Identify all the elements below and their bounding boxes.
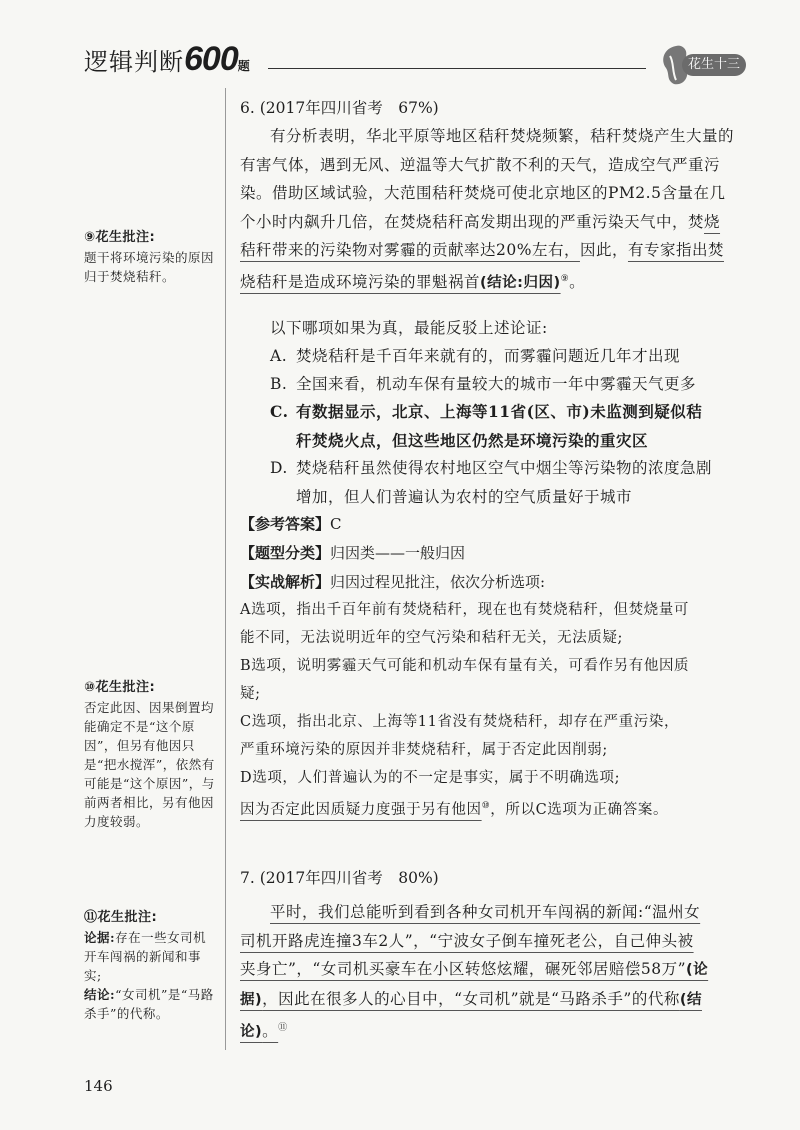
- question-7-stem: [240, 898, 740, 1047]
- series-badge-label: 花生十三: [682, 54, 746, 76]
- analysis-line: 严重环境污染的原因并非焚烧秸秆，属于否定此因削弱;: [240, 742, 608, 758]
- question-number: 6.: [240, 99, 255, 117]
- note-line: [84, 928, 218, 985]
- stem-underlined-evidence: 烧秸秆带来的污染物对雾霾的贡献率达20%左右，: [240, 212, 721, 259]
- option-letter: D.: [270, 459, 288, 477]
- analysis-label: 【实战解析】: [240, 573, 331, 591]
- book-title: [84, 40, 264, 80]
- analysis-line: A选项，指出千百年前有焚烧秸秆，现在也有焚烧秸秆，但焚烧量可: [240, 602, 689, 618]
- analysis-line: 疑;: [240, 686, 261, 702]
- sidebar-note-9: [84, 228, 218, 286]
- note-text: 存在一些女司机开车闯祸的新闻和事实;: [84, 930, 207, 983]
- question-number: 7.: [240, 869, 255, 887]
- type-label: 【题型分类】: [240, 544, 331, 562]
- note-text: 否定此因、因果倒置均能确定不是“这个原因”，但另有他因只是“把水搅浑”，依然有可能是“这个原因”，与前两者相比，另有他因力度较弱。: [84, 700, 215, 829]
- stem-line: [240, 955, 740, 985]
- stem-line: [240, 927, 740, 956]
- sidebar-note-11: [84, 908, 218, 1023]
- note-ref-9: ⑨: [560, 273, 570, 284]
- note-text: 题干将环境污染的原因归于焚烧秸秆。: [84, 250, 215, 284]
- question-6-header: [240, 96, 439, 118]
- conclusion-tag-end: 论): [240, 1024, 263, 1041]
- note-ref-10: ⑩: [481, 801, 491, 811]
- book-title-main: 逻辑判断: [84, 48, 184, 76]
- note-title: ⑪花生批注:: [84, 910, 158, 925]
- analysis-line: [240, 792, 740, 824]
- stem-underlined-conclusion: 有专家指出焚烧秸秆是造成环境污染的罪魁祸首: [240, 241, 724, 291]
- option-letter: A.: [270, 347, 288, 365]
- stem-text: ，因此在很多人的心目中，“女司机”就是“马路杀手”的代称: [262, 989, 680, 1008]
- option-text: 全国来看，机动车保有量较大的城市一年中雾霾天气更多: [296, 375, 697, 393]
- analysis-line: 能不同，无法说明近年的空气污染和秸秆无关，无法质疑;: [240, 630, 623, 646]
- stem-text: 平时，我们总能听到看到各种女司机开车闯祸的新闻:“温州女: [270, 903, 701, 921]
- stem-line: [240, 898, 740, 927]
- option-b: [270, 370, 696, 399]
- evidence-tag-end: 据): [240, 991, 263, 1008]
- question-source: (2017年四川省考 67%): [259, 99, 439, 117]
- stem-conclusion-tag: (结论:归因): [480, 274, 561, 291]
- option-d: [270, 454, 740, 511]
- option-text-cont: 增加，但人们普遍认为农村的空气质量好于城市: [296, 487, 633, 506]
- option-c: [270, 398, 740, 455]
- analysis-heading: [240, 571, 545, 592]
- analysis-body: [240, 596, 740, 824]
- header-rule: [268, 68, 646, 69]
- note-title: ⑨花生批注:: [84, 230, 156, 245]
- answer-value: C: [330, 515, 342, 533]
- note-title: ⑩花生批注:: [84, 680, 156, 695]
- analysis-line: D选项，人们普遍认为的不一定是事实，属于不明确选项;: [240, 770, 621, 786]
- option-text: 有数据显示，北京、上海等11省(区、市)未监测到疑似秸: [296, 402, 703, 421]
- type-value: 归因类——一般归因: [330, 544, 466, 562]
- stem-end: 。: [569, 272, 586, 291]
- question-6-stem: [240, 122, 736, 297]
- note-line: [84, 985, 218, 1023]
- analysis-underlined: 因为否定此因质疑力度强于另有他因: [240, 801, 482, 818]
- option-text-cont: 秆焚烧火点，但这些地区仍然是环境污染的重灾区: [296, 430, 649, 450]
- stem-text: 司机开路虎连撞3车2人”，“宁波女子倒车撞死老公，自己伸头被: [240, 931, 694, 950]
- analysis-line: C选项，指出北京、上海等11省没有焚烧秸秆，却存在严重污染，: [240, 714, 680, 730]
- note-text: “女司机”是“马路杀手”的代称。: [84, 987, 214, 1021]
- answer-line: [240, 513, 342, 534]
- stem-line: [240, 1014, 740, 1047]
- analysis-line: B选项，说明雾霾天气可能和机动车保有量有关，可看作另有他因质: [240, 658, 690, 674]
- option-letter: C.: [270, 402, 289, 421]
- question-7-header: [240, 866, 439, 888]
- sidebar-divider: [225, 88, 226, 1050]
- page-number: 146: [84, 1077, 113, 1095]
- option-a: [270, 342, 680, 371]
- evidence-tag-start: (论: [686, 962, 709, 978]
- question-source: (2017年四川省考 80%): [259, 869, 439, 887]
- conclusion-tag-start: (结: [679, 991, 702, 1008]
- stem-connector: 因此，: [579, 241, 628, 259]
- book-title-suffix: 题: [237, 59, 250, 73]
- option-text: 焚烧秸秆是千百年来就有的，而雾霾问题近几年才出现: [296, 347, 681, 365]
- book-title-number: 600: [184, 40, 238, 78]
- stem-line: [240, 985, 740, 1015]
- stem-text: 有分析表明，华北平原等地区秸秆焚烧频繁，秸秆焚烧产生大量的有害气体，遇到无风、逆温等大气扩散不利的天气，造成空气严重污染。借助区域试验，大范围秸秆焚烧可使北京地区的PM2.5含量在几个小时内飙升几倍，在焚烧秸秆高发期出现的严重污染天气中，焚: [240, 127, 735, 231]
- stem-text: 。: [262, 1022, 279, 1041]
- note-ref-11: ⑪: [278, 1023, 288, 1033]
- sidebar-note-10: [84, 678, 218, 831]
- answer-label: 【参考答案】: [240, 515, 331, 533]
- option-letter: B.: [270, 375, 288, 393]
- analysis-intro: 归因过程见批注，依次分析选项:: [330, 573, 546, 591]
- analysis-conclusion: ，所以C选项为正确答案。: [490, 801, 669, 818]
- note-label: 论据:: [84, 930, 116, 945]
- type-line: [240, 542, 465, 563]
- option-text: 焚烧秸秆虽然使得农村地区空气中烟尘等污染物的浓度急剧: [296, 459, 713, 477]
- note-label: 结论:: [84, 987, 116, 1002]
- stem-text: 夹身亡”，“女司机买豪车在小区转悠炫耀，碾死邻居赔偿58万”: [240, 960, 686, 978]
- series-badge: [656, 42, 752, 86]
- question-6-prompt: 以下哪项如果为真，最能反驳上述论证:: [270, 319, 548, 337]
